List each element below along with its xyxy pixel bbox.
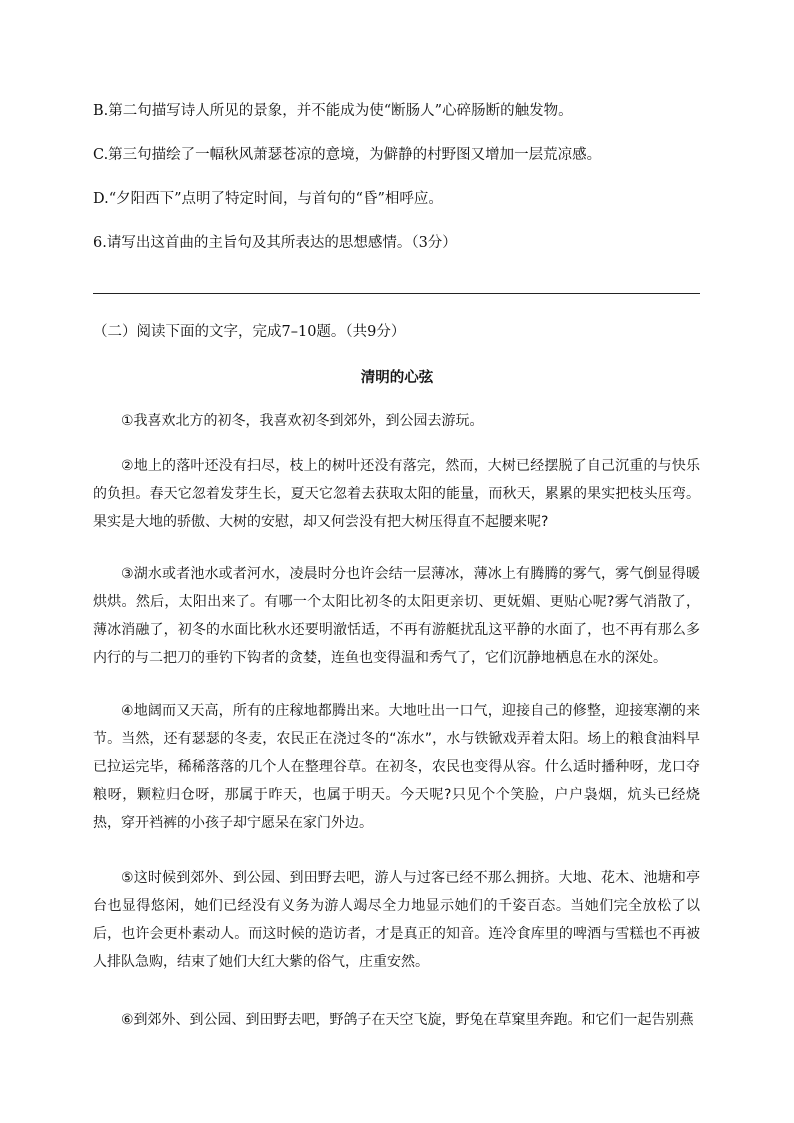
- answer-line[interactable]: [93, 293, 700, 294]
- paragraph-3: ③湖水或者池水或者河水，凌晨时分也许会结一层薄冰，薄冰上有腾腾的雾气，雾气倒显得暖烘烘。然后，太阳出来了。有哪一个太阳比初冬的太阳更亲切、更妩媚、更贴心呢?雾气消散了，薄冰消融了，初冬的水面比秋水还要明澈恬适，不再有游艇扰乱这平静的水面了，也不再有那么多内行的与二把刀的垂钓下钩者的贪婪，连鱼也变得温和秀气了，它们沉静地栖息在水的深处。: [93, 566, 700, 666]
- article-title: 清明的心弦: [360, 369, 434, 386]
- paragraph-5: ⑤这时候到郊外、到公园、到田野去吧，游人与过客已经不那么拥挤。大地、花木、池塘和亭台也显得悠闲，她们已经没有义务为游人竭尽全力地显示她们的千姿百态。当她们完全放松了以后，也许会更朴素动人。而这时候的造访者，才是真正的知音。连冷食库里的啤酒与雪糕也不再被人排队急购，结束了她们大红大紫的俗气，庄重安然。: [93, 870, 700, 970]
- option-c: C.第三句描绘了一幅秋风萧瑟苍凉的意境，为僻静的村野图又增加一层荒凉感。: [93, 147, 602, 163]
- question-6-prompt: 6.请写出这首曲的主旨句及其所表达的思想感情。（3分）: [93, 235, 457, 251]
- paragraph-4: ④地阔而又天高，所有的庄稼地都腾出来。大地吐出一口气，迎接自己的修整，迎接寒潮的来节。当然，还有瑟瑟的冬麦，农民正在浇过冬的“冻水”，水与铁锨戏弄着太阳。场上的粮食油料早已拉运完毕，稀稀落落的几个人在整理谷草。在初冬，农民也变得从容。什么适时播种呀，龙口夺粮呀，颗粒归仓呀，那属于昨天，也属于明天。今天呢?只见个个笑脸，户户袅烟，炕头已经烧热，穿开裆裤的小孩子却宁愿呆在家门外边。: [93, 703, 700, 831]
- option-d: D.“夕阳西下”点明了特定时间，与首句的“昏”相呼应。: [93, 191, 443, 207]
- paragraph-6: ⑥到郊外、到公园、到田野去吧，野鸽子在天空飞旋，野兔在草窠里奔跑。和它们一起告别燕: [121, 1012, 694, 1028]
- paragraph-2: ②地上的落叶还没有扫尽，枝上的树叶还没有落完，然而，大树已经摆脱了自己沉重的与快乐的负担。春天它忽着发芽生长，夏天它忽着去获取太阳的能量，而秋天，累累的果实把枝头压弯。果实是大地的骄傲、大树的安慰，却又何尝没有把大树压得直不起腰来呢?: [93, 458, 700, 530]
- section-2-heading: （二）阅读下面的文字，完成7–10题。（共9分）: [93, 324, 406, 340]
- option-b: B.第二句描写诗人所见的景象，并不能成为使“断肠人”心碎肠断的触发物。: [93, 103, 573, 119]
- paragraph-1: ①我喜欢北方的初冬，我喜欢初冬到郊外，到公园去游玩。: [121, 413, 484, 429]
